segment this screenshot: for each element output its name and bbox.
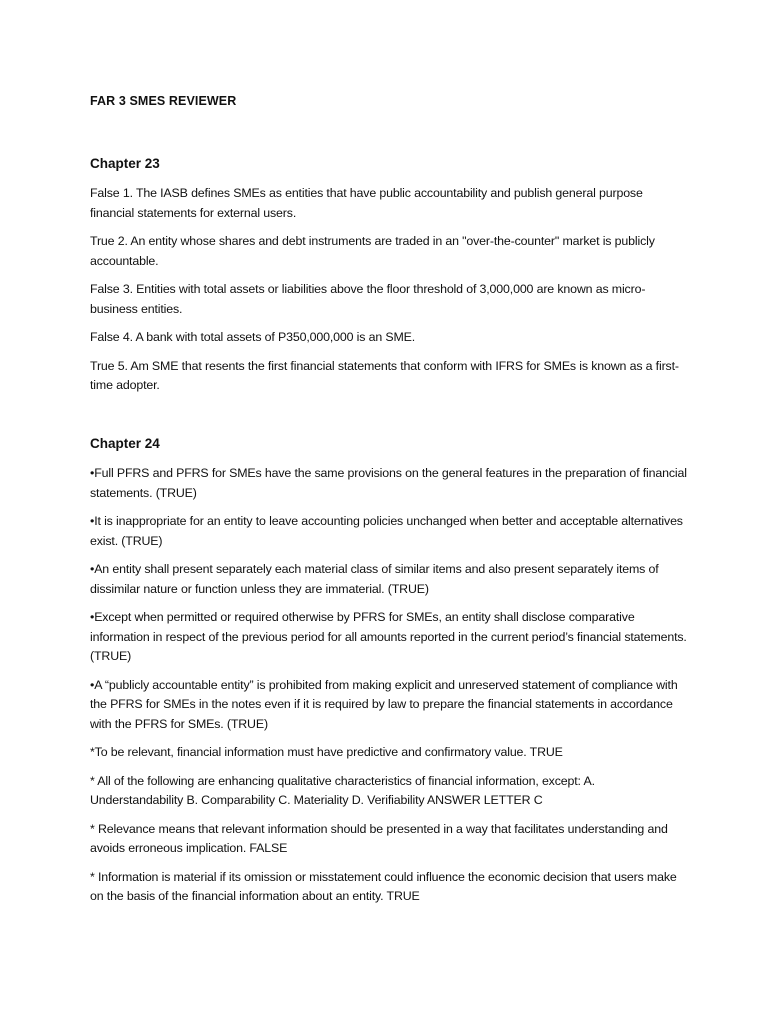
statement-item: •It is inappropriate for an entity to leave accounting policies unchanged when better and acceptable alternatives exist. (TRUE) (90, 514, 683, 548)
statement-item: * All of the following are enhancing qualitative characteristics of financial information, except: A. Understandability B. Comparability C. Materiality D. Verifiability ANSWER LETTER C (90, 773, 595, 807)
statement-item: * Relevance means that relevant information should be presented in a way that facilitates understanding and avoids erroneous implication. FALSE (90, 821, 668, 855)
chapter-heading: Chapter 24 (90, 436, 160, 451)
statement-item: •Except when permitted or required otherwise by PFRS for SMEs, an entity shall disclose comparative information in respect of the previous period for all amounts reported in the current period’s financial statements. (TRUE) (90, 610, 687, 663)
chapter-23-section (90, 155, 690, 405)
document-title: FAR 3 SMES REVIEWER (90, 94, 237, 108)
statement-item: True 5. Am SME that resents the first financial statements that conform with IFRS for SMEs is known as a first-time adopter. (90, 358, 679, 392)
statement-item: False 1. The IASB defines SMEs as entities that have public accountability and publish general purpose financial statements for external users. (90, 186, 643, 220)
statement-item: •Full PFRS and PFRS for SMEs have the same provisions on the general features in the preparation of financial statements. (TRUE) (90, 466, 687, 500)
statement-item: False 3. Entities with total assets or liabilities above the floor threshold of 3,000,000 are known as micro-business entities. (90, 282, 646, 316)
statement-item: False 4. A bank with total assets of P350,000,000 is an SME. (90, 330, 416, 344)
chapter-heading: Chapter 23 (90, 156, 160, 171)
statement-item: True 2. An entity whose shares and debt instruments are traded in an "over-the-counter" market is publicly accountable. (90, 234, 655, 268)
statement-item: *To be relevant, financial information must have predictive and confirmatory value. TRUE (90, 745, 563, 759)
statement-item: •A “publicly accountable entity” is prohibited from making explicit and unreserved statement of compliance with the PFRS for SMEs in the notes even if it is required by law to prepare the financial statements in accordance with the PFRS for SMEs. (TRUE) (90, 677, 678, 731)
chapter-24-section (90, 435, 690, 916)
statement-item: •An entity shall present separately each material class of similar items and also present separately items of dissimilar nature or function unless they are immaterial. (TRUE) (90, 562, 659, 596)
statement-item: * Information is material if its omission or misstatement could influence the economic decision that users make on the basis of the financial information about an entity. TRUE (90, 869, 677, 903)
